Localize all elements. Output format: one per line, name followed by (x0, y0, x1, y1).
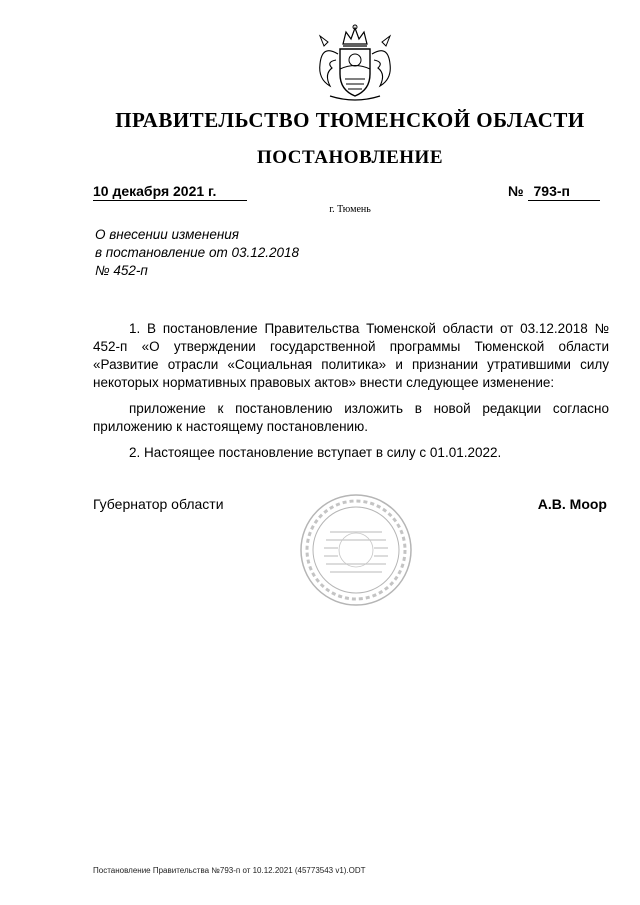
official-seal-icon (298, 492, 414, 608)
signatory-position: Губернатор области (93, 496, 224, 512)
number-value: 793-п (528, 183, 600, 201)
footer-file-reference: Постановление Правительства №793-п от 10.12.2021 (45773543 v1).ODT (93, 866, 366, 875)
document-subject (95, 226, 299, 280)
body-paragraph: приложение к постановлению изложить в новой редакции согласно приложению к настоящему постановлению. (93, 401, 609, 434)
coat-of-arms-icon (310, 24, 400, 104)
document-body (93, 320, 609, 470)
subject-line: в постановление от 03.12.2018 (95, 245, 300, 260)
number-prefix: № (508, 183, 524, 199)
body-paragraph: 2. Настоящее постановление вступает в силу с 01.01.2022. (129, 445, 502, 460)
body-paragraph: 1. В постановление Правительства Тюменской области от 03.12.2018 № 452-п «О утверждении государственной программы Тюменской области «Развитие отрасли «Социальная политика» и признании утратившими силу некоторых нормативных правовых актов» внести следующее изменение: (93, 321, 609, 390)
document-number (508, 183, 604, 201)
subject-line: № 452-п (95, 263, 148, 278)
signatory-name: А.В. Моор (537, 496, 607, 512)
subject-line: О внесении изменения (95, 227, 240, 242)
document-date: 10 декабря 2021 г. (93, 183, 247, 201)
city-label: г. Тюмень (329, 204, 371, 215)
government-title: ПРАВИТЕЛЬСТВО ТЮМЕНСКОЙ ОБЛАСТИ (115, 108, 585, 132)
document-type: ПОСТАНОВЛЕНИЕ (256, 147, 444, 168)
